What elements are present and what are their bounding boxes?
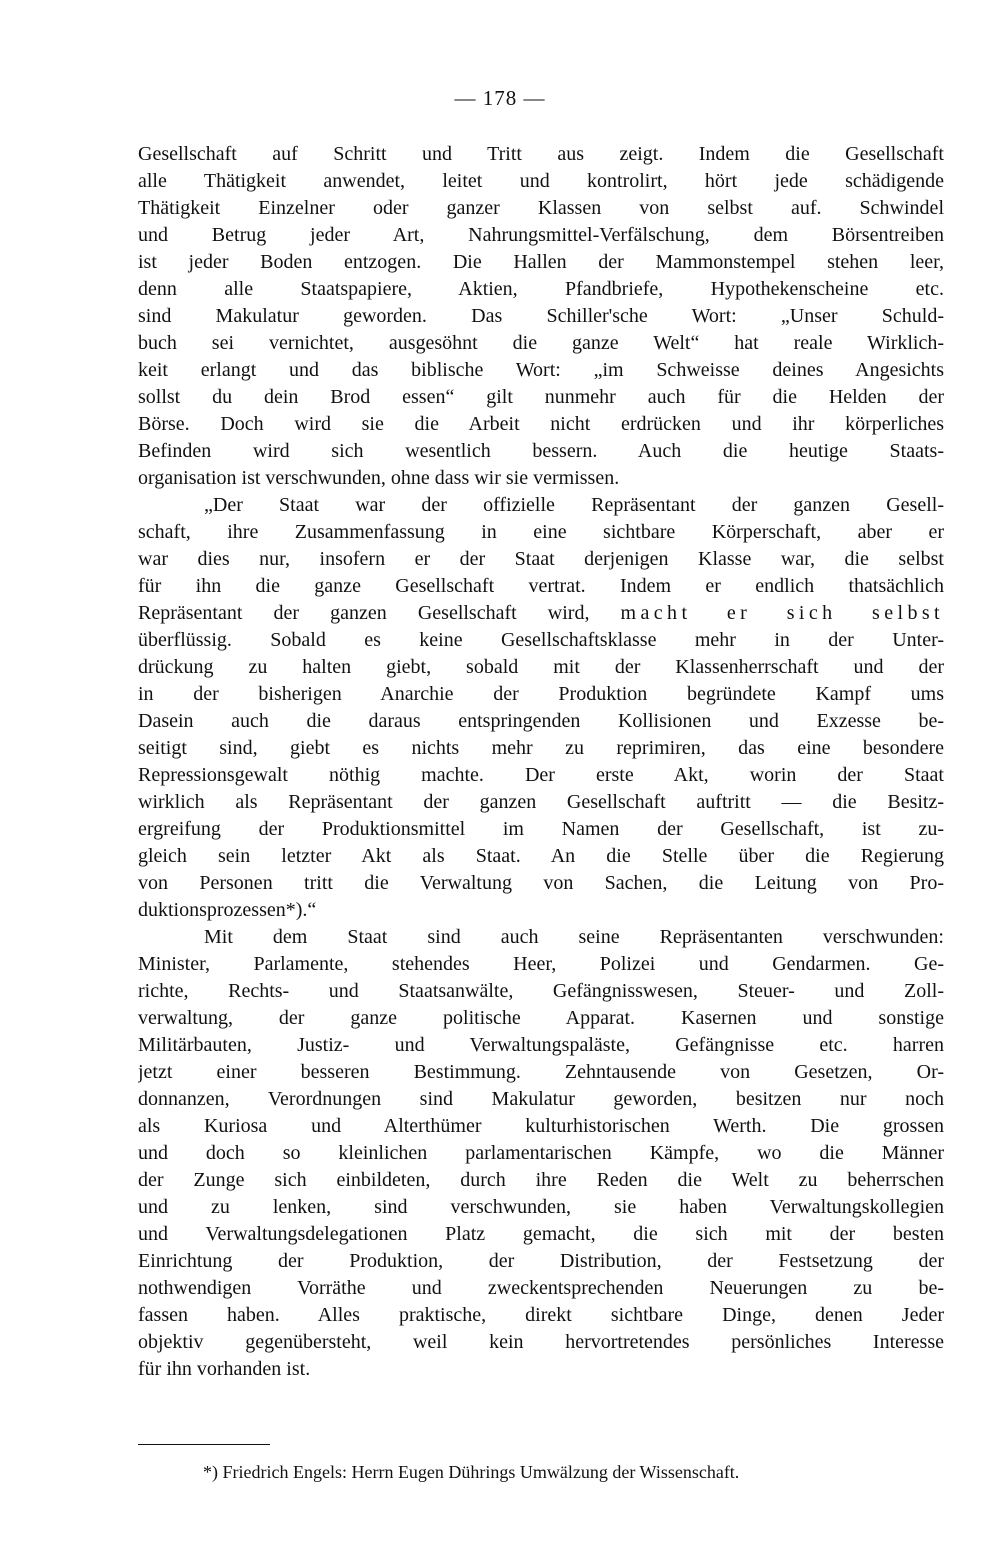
footnote: *) Friedrich Engels: Herrn Eugen Dührings Umwälzung der Wissenschaft. [203, 1462, 740, 1482]
text-segment: Repräsentant der ganzen Gesellschaft wird, [138, 602, 590, 624]
text-line: ist jeder Boden entzogen. Die Hallen der Mammonstempel stehen leer, [138, 251, 944, 273]
text-line: sind Makulatur geworden. Das Schiller'sche Wort: „Unser Schuld- [138, 305, 944, 327]
paragraph-start: Mit dem Staat sind auch seine Repräsentanten verschwunden: [204, 926, 944, 948]
paragraph-end-line: organisation ist verschwunden, ohne dass wir sie vermissen. [138, 467, 620, 489]
text-line: verwaltung, der ganze politische Apparat. Kasernen und sonstige [138, 1007, 944, 1029]
text-line: denn alle Staatspapiere, Aktien, Pfandbriefe, Hypothekenscheine etc. [138, 278, 944, 300]
paragraph-end-line: duktionsprozessen*).“ [138, 899, 317, 921]
text-line [138, 627, 944, 654]
text-line: objektiv gegenübersteht, weil kein hervortretendes persönliches Interesse [138, 1331, 944, 1353]
text-line: alle Thätigkeit anwendet, leitet und kontrolirt, hört jede schädigende [138, 170, 944, 192]
body-text [138, 141, 944, 1383]
text-line: fassen haben. Alles praktische, direkt sichtbare Dinge, denen Jeder [138, 1304, 944, 1326]
text-line: und Betrug jeder Art, Nahrungsmittel-Verfälschung, dem Börsentreiben [138, 224, 944, 246]
text-line: gleich sein letzter Akt als Staat. An die Stelle über die Regierung [138, 845, 944, 867]
footnote-divider [138, 1444, 270, 1445]
text-line: jetzt einer besseren Bestimmung. Zehntausende von Gesetzen, Or- [138, 1061, 944, 1083]
text-line: ergreifung der Produktionsmittel im Namen der Gesellschaft, ist zu- [138, 818, 944, 840]
text-line: als Kuriosa und Alterthümer kulturhistorischen Werth. Die grossen [138, 1115, 944, 1137]
text-line: Befinden wird sich wesentlich bessern. Auch die heutige Staats- [138, 440, 944, 462]
text-line: donnanzen, Verordnungen sind Makulatur geworden, besitzen nur noch [138, 1088, 944, 1110]
text-line: seitigt sind, giebt es nichts mehr zu reprimiren, das eine besondere [138, 737, 944, 759]
spaced-emphasis: macht er sich selbst [620, 602, 944, 624]
text-line: sollst du dein Brod essen“ gilt nunmehr auch für die Helden der [138, 386, 944, 408]
text-line: Dasein auch die daraus entspringenden Kollisionen und Exzesse be- [138, 710, 944, 732]
text-line: war dies nur, insofern er der Staat derjenigen Klasse war, die selbst [138, 548, 944, 570]
text-line: der Zunge sich einbildeten, durch ihre Reden die Welt zu beherrschen [138, 1169, 944, 1191]
text-line: wirklich als Repräsentant der ganzen Gesellschaft auftritt — die Besitz- [138, 791, 944, 813]
text-line: richte, Rechts- und Staatsanwälte, Gefängnisswesen, Steuer- und Zoll- [138, 980, 944, 1002]
paragraph-end-line: für ihn vorhanden ist. [138, 1358, 311, 1380]
text-line: drückung zu halten giebt, sobald mit der Klassenherrschaft und der [138, 656, 944, 678]
text-line: und Verwaltungsdelegationen Platz gemacht, die sich mit der besten [138, 1223, 944, 1245]
text-line: buch sei vernichtet, ausgesöhnt die ganze Welt“ hat reale Wirklich- [138, 332, 944, 354]
text-line: Militärbauten, Justiz- und Verwaltungspaläste, Gefängnisse etc. harren [138, 1034, 944, 1056]
text-line: Minister, Parlamente, stehendes Heer, Polizei und Gendarmen. Ge- [138, 953, 944, 975]
text-line: schaft, ihre Zusammenfassung in eine sichtbare Körperschaft, aber er [138, 521, 944, 543]
page-number: — 178 — [454, 86, 546, 110]
text-line: Thätigkeit Einzelner oder ganzer Klassen von selbst auf. Schwindel [138, 197, 944, 219]
text-line: Repressionsgewalt nöthig machte. Der erste Akt, worin der Staat [138, 764, 944, 786]
text-line: nothwendigen Vorräthe und zweckentsprechenden Neuerungen zu be- [138, 1277, 944, 1299]
text-segment: überflüssig. Sobald es keine Gesellschaftsklasse mehr in der Unter- [138, 629, 944, 651]
text-line: für ihn die ganze Gesellschaft vertrat. Indem er endlich thatsächlich [138, 575, 944, 597]
text-line: Gesellschaft auf Schritt und Tritt aus zeigt. Indem die Gesellschaft [138, 143, 944, 165]
text-line: Einrichtung der Produktion, der Distribution, der Festsetzung der [138, 1250, 944, 1272]
text-line: und zu lenken, sind verschwunden, sie haben Verwaltungskollegien [138, 1196, 944, 1218]
text-line: von Personen tritt die Verwaltung von Sachen, die Leitung von Pro- [138, 872, 944, 894]
quote-paragraph-start: „Der Staat war der offizielle Repräsentant der ganzen Gesell- [204, 494, 944, 516]
text-line: und doch so kleinlichen parlamentarischen Kämpfe, wo die Männer [138, 1142, 944, 1164]
text-line-with-emphasis [138, 600, 944, 627]
text-line: keit erlangt und das biblische Wort: „im Schweisse deines Angesichts [138, 359, 944, 381]
text-line: Börse. Doch wird sie die Arbeit nicht erdrücken und ihr körperliches [138, 413, 944, 435]
text-line: in der bisherigen Anarchie der Produktion begründete Kampf ums [138, 683, 944, 705]
